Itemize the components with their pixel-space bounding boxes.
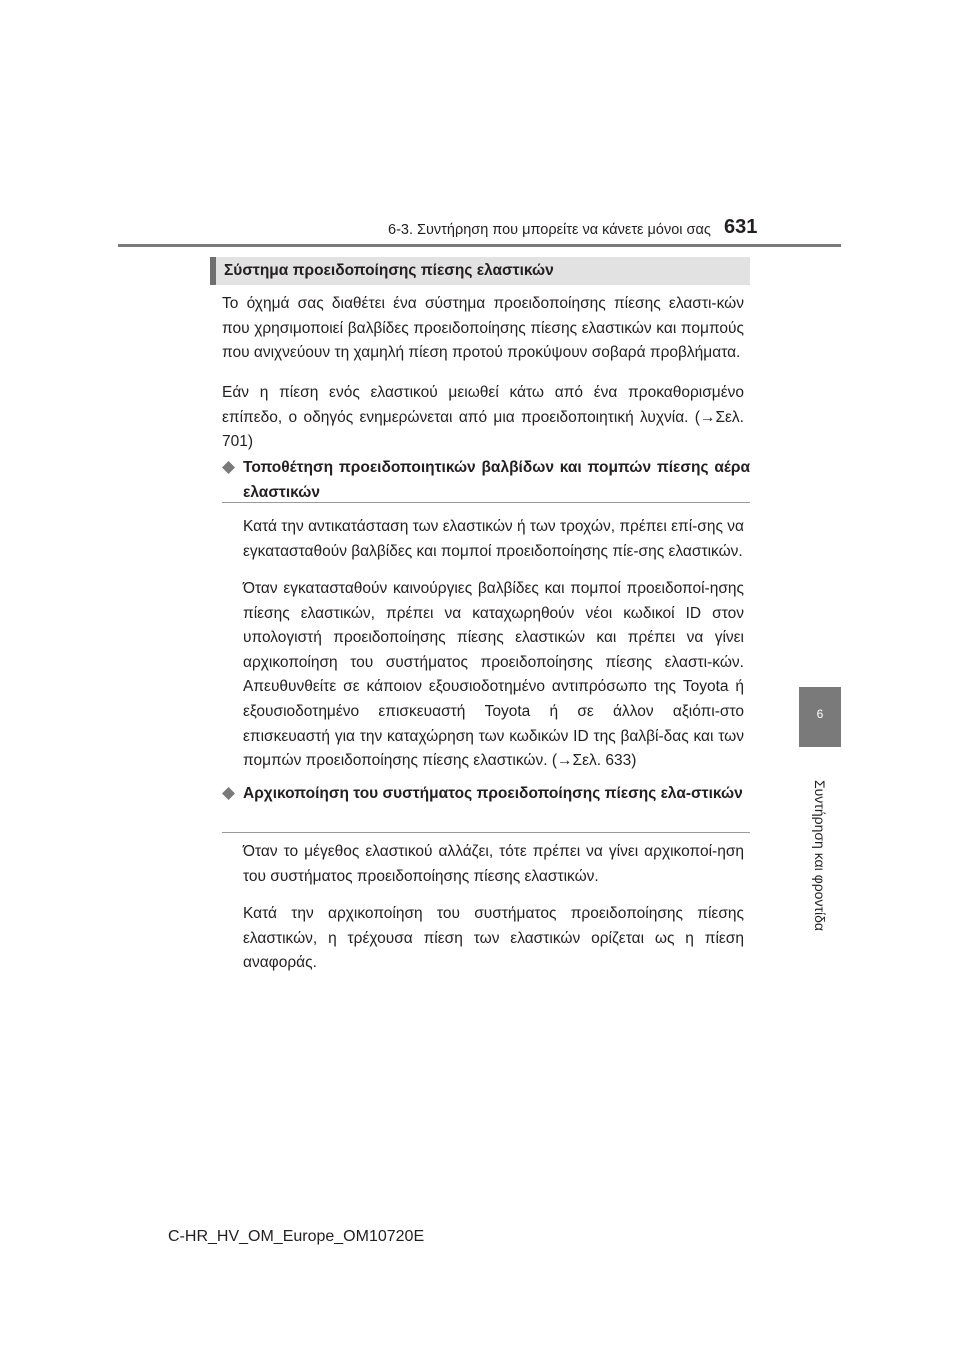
diamond-icon (222, 461, 235, 474)
subsection-paragraph: Κατά την αρχικοποίηση του συστήματος προειδοποίησης πίεσης ελαστικών, η τρέχουσα πίεση των ελαστικών ορίζεται ως η πίεση αναφοράς. (243, 905, 744, 972)
chapter-tab (799, 687, 841, 747)
chapter-number: 6 (816, 707, 824, 721)
diamond-icon (222, 787, 235, 800)
subsection-rule (222, 832, 750, 833)
header-section-title: 6-3. Συντήρηση που μπορείτε να κάνετε μόνοι σας (388, 222, 711, 238)
footer-document-code: C-HR_HV_OM_Europe_OM10720E (168, 1228, 425, 1245)
section-title-bar (210, 257, 750, 285)
header-rule (118, 244, 841, 247)
section-title: Σύστημα προειδοποίησης πίεσης ελαστικών (224, 262, 554, 279)
subsection-heading-initialization (222, 782, 750, 807)
subsection-rule (222, 502, 750, 503)
subsection-heading-text: Τοποθέτηση προειδοποιητικών βαλβίδων και πομπών πίεσης αέρα ελαστικών (243, 459, 750, 501)
subsection-paragraph: Όταν το μέγεθος ελαστικού αλλάζει, τότε πρέπει να γίνει αρχικοποί-ηση του συστήματος προειδοποίησης πίεσης ελαστικών. (243, 843, 744, 885)
intro-paragraph-1: Το όχημά σας διαθέτει ένα σύστημα προειδοποίησης πίεσης ελαστι-κών που χρησιμοποιεί βαλβίδες προειδοποίησης πίεσης ελαστικών και πομπούς που ανιχνεύουν τη χαμηλή πίεση προτού προκύψουν σοβαρά προβλήματα. (222, 295, 744, 362)
chapter-label: Συντήρηση και φροντίδα (812, 780, 828, 931)
section-bar-accent (210, 257, 216, 285)
subsection-heading-text: Αρχικοποίηση του συστήματος προειδοποίησης πίεσης ελα-στικών (243, 785, 743, 802)
intro-paragraph-2: Εάν η πίεση ενός ελαστικού μειωθεί κάτω από ένα προκαθορισμένο επίπεδο, ο οδηγός ενημερώνεται από μια προειδοποιητική λυχνία. (→Σελ. 701) (222, 384, 744, 451)
subsection-heading-installation (222, 456, 750, 505)
subsection-paragraph: Όταν εγκατασταθούν καινούργιες βαλβίδες και πομποί προειδοποί-ησης πίεσης ελαστικών, πρέπει να καταχωρηθούν νέοι κωδικοί ID στον υπολογιστή προειδοποίησης πίεσης ελαστικών και πρέπει να γίνει αρχικοποίηση του συστήματος προειδοποίησης πίεσης ελαστι-κών. Απευθυνθείτε σε κάποιον εξουσιοδοτημένο αντιπρόσωπο της Toyota ή εξουσιοδοτημένο επισκευαστή Toyota ή σε άλλον αξιόπι-στο επισκευαστή για την καταχώρηση των κωδικών ID της βαλβί-δας και των πομπών προειδοποίησης πίεσης ελαστικών. (→Σελ. 633) (243, 580, 744, 770)
page-number: 631 (724, 216, 758, 238)
subsection-paragraph: Κατά την αντικατάσταση των ελαστικών ή των τροχών, πρέπει επί-σης να εγκατασταθούν βαλβίδες και πομποί προειδοποίησης πίε-σης ελαστικών. (243, 518, 744, 560)
